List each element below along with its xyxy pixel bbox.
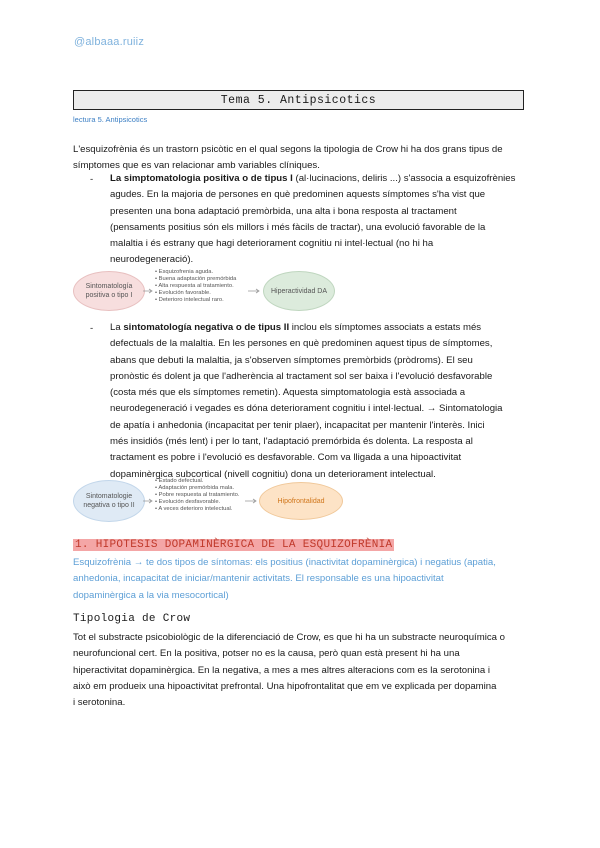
- text-line: anhedonia, incapacitat de iniciar/mantenir activitats. El responsable es una hipoactivitat: [73, 573, 444, 585]
- page-title: Tema 5. Antipsicotics: [73, 90, 524, 110]
- hypofrontality-oval: Hipofrontalidad: [259, 482, 343, 520]
- list-item: • Deterioro intelectual raro.: [155, 297, 236, 304]
- text-line: dopaminèrgica subcortical (nivell cognitiu) dona un deteriorament intelectual.: [110, 468, 436, 480]
- intro-paragraph: [73, 142, 528, 175]
- list-item: • Evolución desfavorable.: [155, 499, 240, 506]
- list-item: • Estado defectual.: [155, 478, 240, 485]
- list-item: • Adaptación premórbida mala.: [155, 485, 240, 492]
- text-line: defectuals de la malaltia. En les persones en què predominen aquest tipus de símptomes,: [110, 338, 493, 350]
- arrow-icon: [143, 288, 153, 294]
- dopamine-hyperactivity-oval: Hiperactividad DA: [263, 271, 335, 311]
- list-item: • Pobre respuesta al tratamiento.: [155, 492, 240, 499]
- crow-typology-paragraph: [73, 630, 528, 711]
- text-line: (pensaments positius són els millors i més fàcils de tractar), una evolució favorable de la: [110, 221, 486, 233]
- text-line: abans que debuti la malaltia, ja s'observen símptomes premòrbids (pròdroms). El seu: [110, 354, 473, 366]
- text-line: neurodegeneració).: [110, 254, 194, 266]
- text-line: L'esquizofrènia és un trastorn psicòtic en el qual segons la tipologia de Crow hi ha dos grans tipus de: [73, 144, 503, 155]
- positive-diagram: [73, 266, 343, 316]
- text-line: agudes. En la majoria de persones en què predominen aquests símptomes s'ha vist que: [110, 189, 486, 201]
- text-line: pronòstic és dolent ja que l'adherència al tractament sol ser baixa i l'evolució desfavorable: [110, 370, 493, 382]
- text-line: neurodegeneració i vegades es dóna deteriorament cognitiu i intel·lectual. → Sintomatologia: [110, 403, 503, 415]
- section-heading: 1. HIPOTESIS DOPAMINÈRGICA DE LA ESQUIZOFRÈNIA: [75, 539, 393, 551]
- text-line: presenten una bona adaptació premòrbida, una alta i bona resposta al tractament: [110, 205, 457, 217]
- negative-features-list: [155, 478, 240, 513]
- dopamine-hypothesis-paragraph: [73, 555, 528, 604]
- positive-features-list: [155, 269, 236, 304]
- list-item: • Buena adaptación premórbida: [155, 276, 236, 283]
- text-line: tractament es pobre i l'evolució es desfavorable. Com va lligada a una hipoactivitat: [110, 452, 462, 464]
- arrow-icon: [143, 498, 153, 504]
- list-item: • A veces deterioro intelectual.: [155, 506, 240, 513]
- list-item: • Evolución favorable.: [155, 290, 236, 297]
- positive-term: La simptomatologia positiva o de tipus I: [110, 173, 293, 184]
- list-item: • Alta respuesta al tratamiento.: [155, 283, 236, 290]
- text-line: Tot el substracte psicobiològic de la diferenciació de Crow, es que hi ha un substracte neuroquímica o: [73, 632, 505, 643]
- negative-symptoms-oval: Sintomatologie negativa o tipo II: [73, 480, 145, 522]
- negative-symptoms-paragraph: [110, 320, 528, 483]
- list-item: • Esquizofrenia aguda.: [155, 269, 236, 276]
- text-line: símptomes que es van relacionar amb variables clíniques.: [73, 160, 320, 172]
- text-line: neurofuncional cert. En la positiva, potser no es la causa, però quan està present hi ha una: [73, 648, 460, 660]
- text-line: de apatía i anhedonia (incapacitat per tenir plaer), incapacitat per mantenir l'interès. Inici: [110, 419, 485, 431]
- lecture-subtitle: lectura 5. Antipsicotics: [73, 115, 148, 124]
- text-line: Esquizofrènia → te dos tipos de síntomas: els positius (inactivitat dopaminèrgica) i negatius (apatia,: [73, 557, 496, 568]
- text-line: malaltia i és estrany que hagi deteriorament cognitiu ni intel·lectual (no hi ha: [110, 238, 434, 250]
- text-line: això em produeix una hipoactivitat prefrontal. Una hipofrontalitat que em ve explicada per dopamina: [73, 680, 497, 692]
- arrow-icon: [248, 288, 260, 294]
- author-handle: @albaaa.ruiiz: [74, 36, 145, 48]
- subsection-heading: Tipologia de Crow: [73, 613, 191, 625]
- positive-symptoms-oval: Sintomatología positiva o tipo I: [73, 271, 145, 311]
- text-line: i serotonina.: [73, 697, 126, 709]
- text-line: (costa més que els símptomes remetin). Aquesta simptomatologia està associada a: [110, 387, 466, 399]
- negative-diagram: [73, 476, 353, 526]
- text-line: més insidiós (més lent) i per lo tant, l'adaptació premórbida és dolenta. La resposta al: [110, 436, 473, 448]
- bullet-marker: -: [90, 174, 94, 185]
- bullet-marker: -: [90, 323, 94, 334]
- text-line: La simptomatologia positiva o de tipus I (al·lucinacions, deliris ...) s'associa a esquizofrènies: [110, 173, 516, 184]
- text-line: La sintomatología negativa o de tipus II inclou els símptomes associats a estats més: [110, 322, 482, 333]
- text-line: dopaminèrgica a la via mesocortical): [73, 589, 229, 601]
- positive-symptoms-paragraph: [110, 171, 528, 269]
- arrow-icon: [245, 498, 257, 504]
- text-line: hiperactivitat dopaminèrgica. En la negativa, a mes a mes altres alteracions com es la serotonina i: [73, 664, 491, 676]
- negative-term: sintomatología negativa o de tipus II: [123, 322, 290, 333]
